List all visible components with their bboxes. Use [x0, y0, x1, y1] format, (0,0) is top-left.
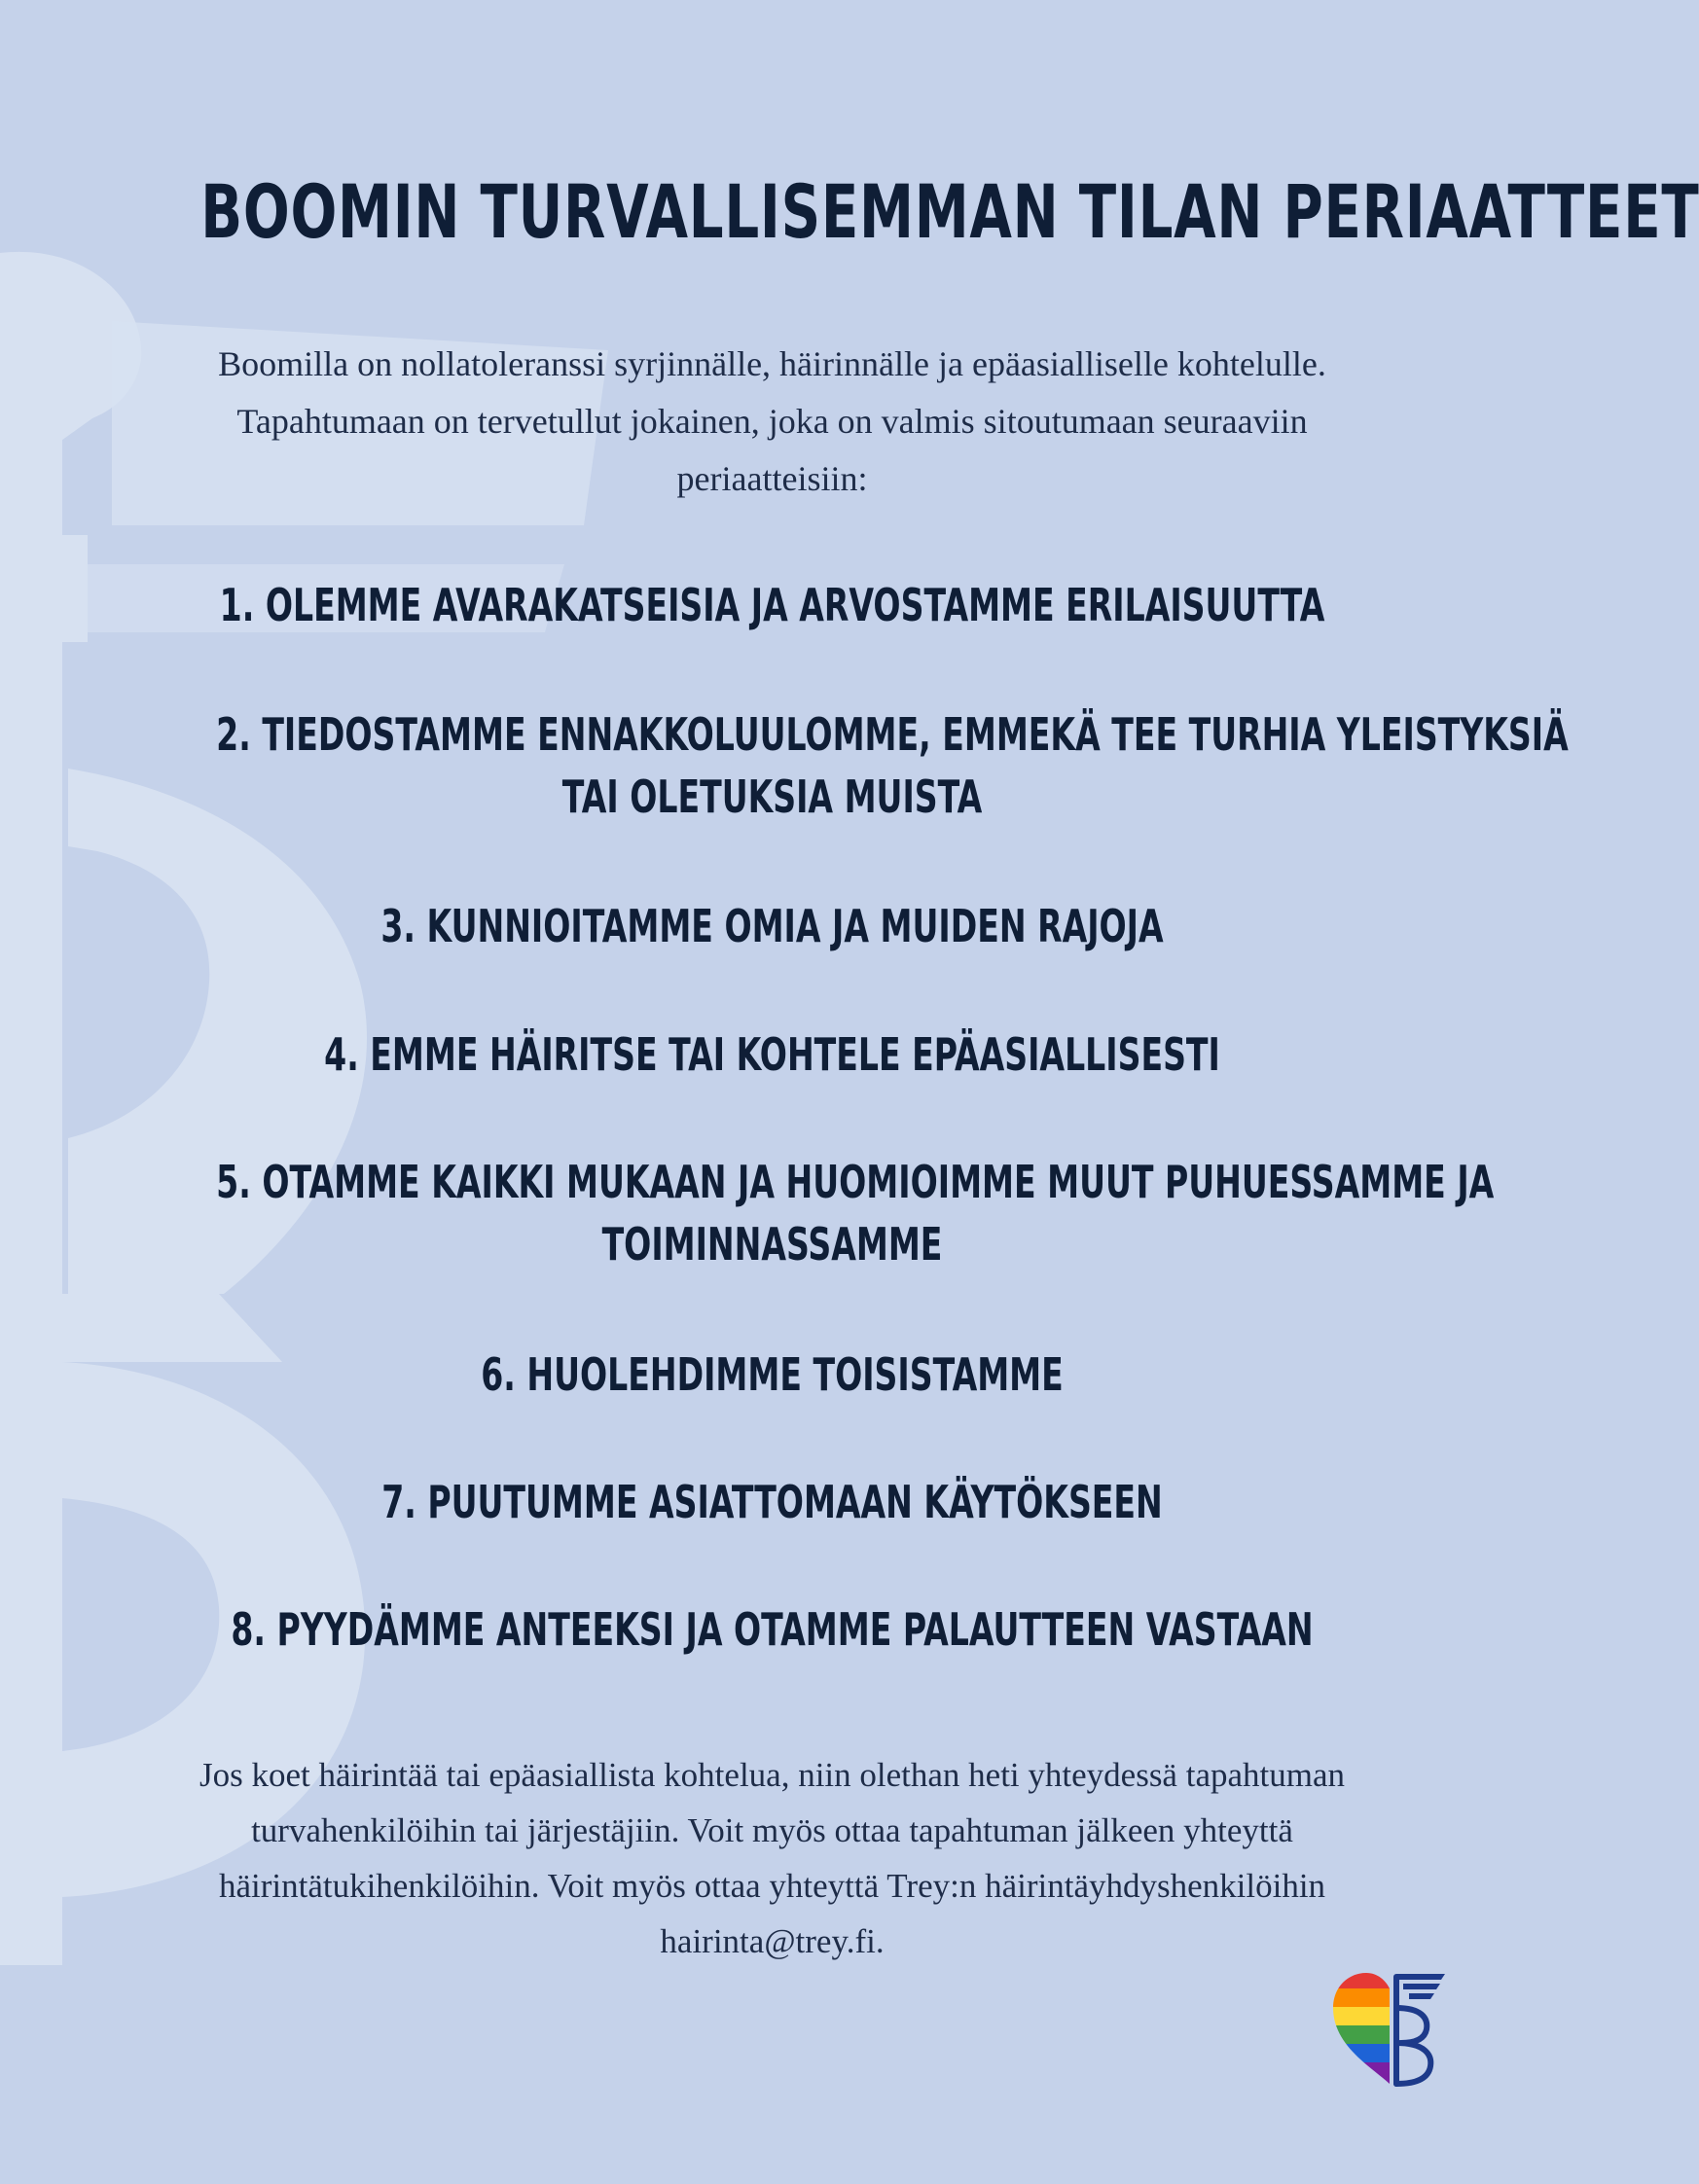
page-title: BOOMIN TURVALLISEMMAN TILAN PERIAATTEET	[200, 168, 1699, 255]
rainbow-heart-boom-logo-icon	[1331, 1969, 1448, 2091]
principle-2-line-1: 2. TIEDOSTAMME ENNAKKOLUULOMME, EMMEKÄ TEE TURHIA YLEISTYKSIÄ	[216, 708, 1569, 761]
principle-2	[216, 703, 1569, 828]
principle-8-line-1: 8. PYYDÄMME ANTEEKSI JA OTAMME PALAUTTEEN VASTAAN	[231, 1603, 1314, 1656]
principle-3-line-1: 3. KUNNIOITAMME OMIA JA MUIDEN RAJOJA	[380, 900, 1164, 952]
principle-5	[216, 1151, 1495, 1275]
principle-4	[216, 1023, 1328, 1086]
principle-5-line-2: TOIMINNASSAMME	[601, 1218, 943, 1271]
principle-7	[216, 1471, 1328, 1533]
principle-8	[216, 1598, 1328, 1661]
principle-3	[216, 895, 1328, 957]
contact-paragraph: Jos koet häirintää tai epäasiallista kohtelua, niin olethan heti yhteydessä tapahtuman turvahenkilöihin tai järjestäjiin. Voit myös ottaa tapahtuman jälkeen yhteyttä häirintätukihenkilöihin. Voit myös ottaa yhteyttä Trey:n häirintäyhdyshenkilöihin hairinta@trey.fi.	[199, 1756, 1345, 1960]
principle-1-line-1: 1. OLEMME AVARAKATSEISIA JA ARVOSTAMME ERILAISUUTTA	[219, 579, 1325, 631]
principle-1	[216, 574, 1328, 636]
principle-6-line-1: 6. HUOLEHDIMME TOISISTAMME	[481, 1348, 1064, 1401]
principle-7-line-1: 7. PUUTUMME ASIATTOMAAN KÄYTÖKSEEN	[381, 1476, 1163, 1528]
principle-2-line-2: TAI OLETUKSIA MUISTA	[561, 770, 983, 823]
principle-6	[216, 1343, 1328, 1406]
principle-5-line-1: 5. OTAMME KAIKKI MUKAAN JA HUOMIOIMME MUUT PUHUESSAMME JA	[216, 1156, 1495, 1208]
intro-paragraph: Boomilla on nollatoleranssi syrjinnälle, häirinnälle ja epäasialliselle kohtelulle. Tapahtumaan on tervetullut jokainen, joka on valmis sitoutumaan seuraaviin periaatteisiin:	[218, 344, 1326, 498]
principle-4-line-1: 4. EMME HÄIRITSE TAI KOHTELE EPÄASIALLISESTI	[324, 1028, 1220, 1081]
